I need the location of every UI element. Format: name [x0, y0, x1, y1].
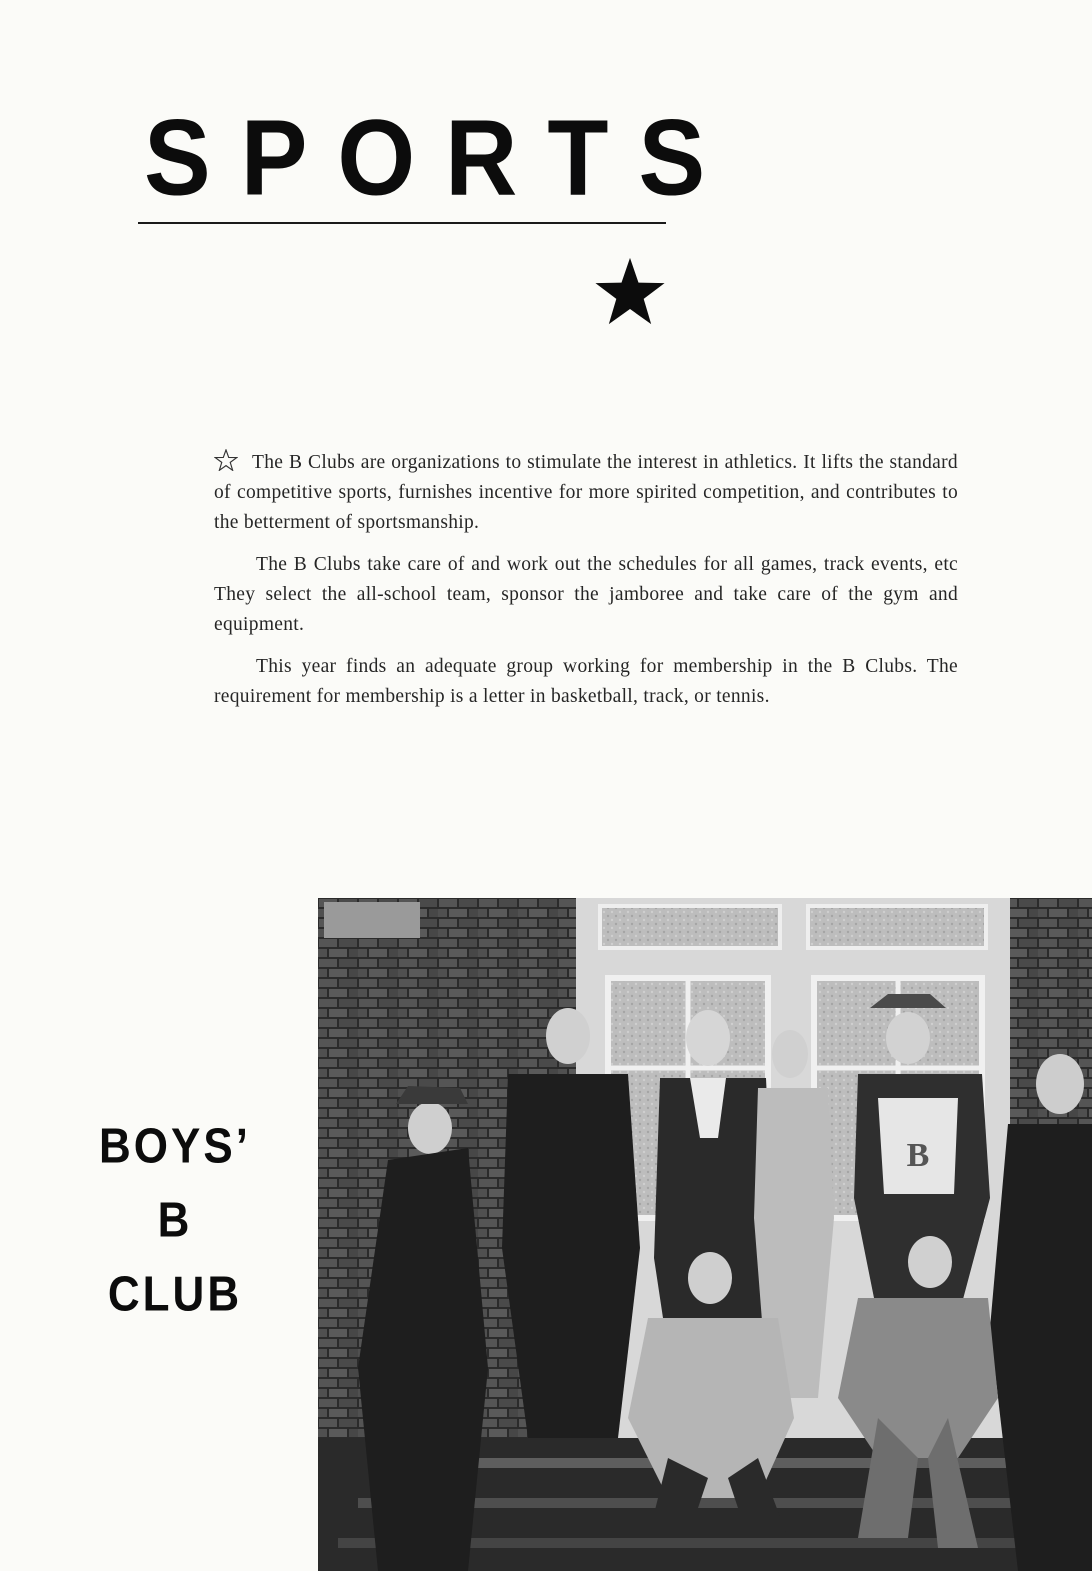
- paragraph-1: [214, 448, 958, 538]
- group-photo: [318, 898, 1092, 1571]
- page-title: SPORTS: [144, 97, 736, 219]
- paragraph-3: This year finds an adequate group working for membership in the B Clubs. The requirement for membership is a letter in basketball, track, or tennis.: [214, 656, 958, 707]
- outline-star-icon: [214, 449, 238, 471]
- paragraph-1-text: The B Clubs are organizations to stimulate the interest in athletics. It lifts the standard of competitive sports, furnishes incentive for more spirited competition, and contributes to the betterment of sportsmanship.: [214, 452, 958, 533]
- group-photo-illustration: [318, 898, 1092, 1571]
- club-title-line-2: B: [157, 1193, 193, 1248]
- club-title-line-3: CLUB: [107, 1267, 243, 1322]
- article-body: [214, 448, 958, 724]
- club-title-line-1: BOYS’: [99, 1119, 251, 1174]
- club-title: [60, 1110, 290, 1332]
- filled-star-icon: [594, 256, 666, 326]
- svg-text:B: B: [906, 1137, 930, 1174]
- paragraph-2: The B Clubs take care of and work out the schedules for all games, track events, etc They select the all-school team, sponsor the jamboree and take care of the gym and equipment.: [214, 554, 958, 635]
- title-underline: [138, 222, 666, 224]
